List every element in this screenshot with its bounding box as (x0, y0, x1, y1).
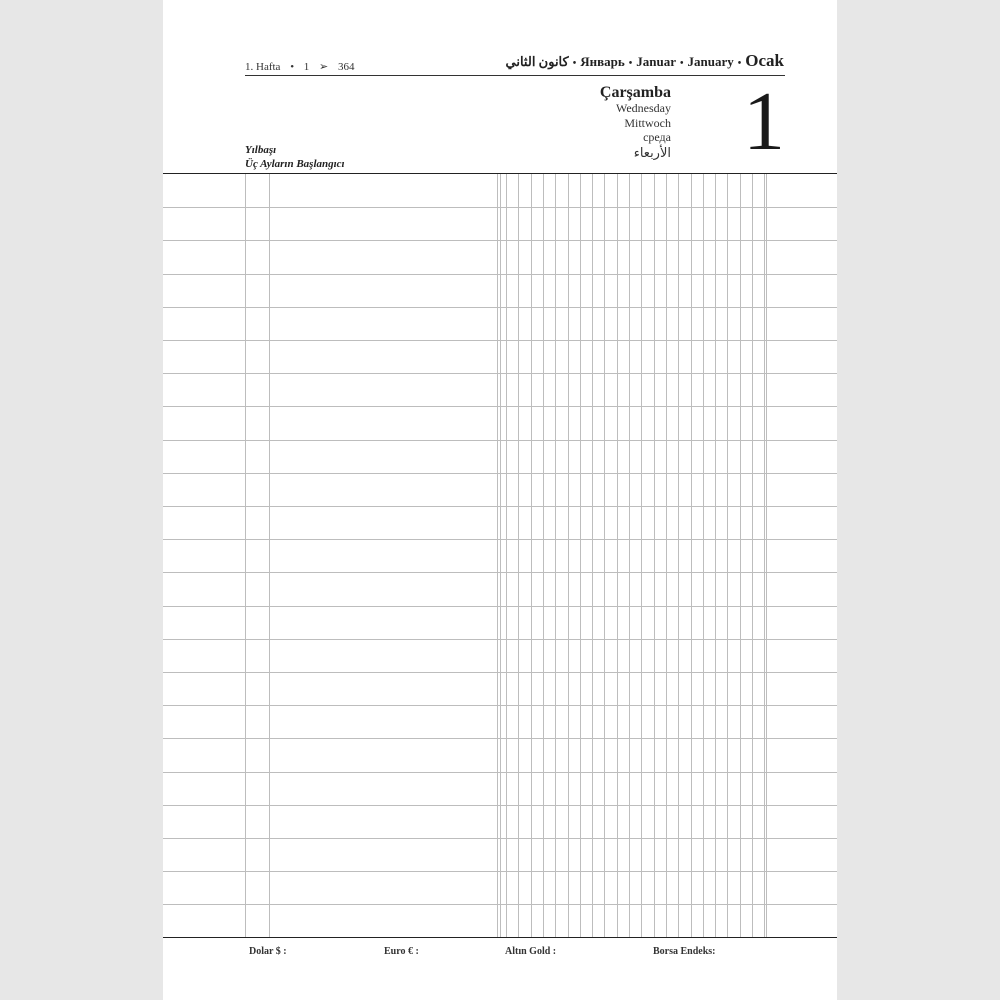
column-line (740, 174, 741, 937)
week-info (245, 60, 362, 73)
month-english: January (687, 54, 734, 69)
day-name-english: Wednesday (615, 101, 671, 115)
holiday-item: Yılbaşı (245, 144, 277, 156)
planner-page (163, 0, 837, 1000)
arrow-icon: ➢ (319, 61, 329, 73)
day-number: 1 (743, 75, 785, 168)
column-line (727, 174, 728, 937)
month-russian: Январь (580, 54, 625, 69)
column-line (678, 174, 679, 937)
column-line (691, 174, 692, 937)
column-line (703, 174, 704, 937)
column-line (500, 174, 501, 937)
column-line (497, 174, 498, 937)
footer-dollar: Dolar $ : (249, 946, 287, 957)
footer-euro: Euro € : (384, 946, 419, 957)
week-label: 1. Hafta (245, 61, 281, 73)
column-line (555, 174, 556, 937)
column-line (269, 174, 270, 937)
column-line (766, 174, 767, 937)
column-line (543, 174, 544, 937)
month-separator: • (572, 58, 577, 69)
holiday-item: Üç Ayların Başlangıcı (245, 158, 345, 170)
column-line (568, 174, 569, 937)
column-line (604, 174, 605, 937)
column-line (641, 174, 642, 937)
column-line (580, 174, 581, 937)
column-line (629, 174, 630, 937)
header-rule (245, 75, 785, 76)
footer-gold: Altın Gold : (505, 946, 557, 957)
column-line (764, 174, 765, 937)
day-name-german: Mittwoch (624, 115, 671, 130)
footer-stock-index: Borsa Endeks: (653, 946, 716, 957)
month-names (506, 51, 784, 71)
column-line (617, 174, 618, 937)
day-name-russian: среда (643, 130, 671, 144)
holiday-list (245, 143, 345, 171)
day-names (600, 84, 671, 163)
month-separator: • (737, 58, 742, 69)
month-german: Januar (636, 54, 676, 69)
column-line (245, 174, 246, 937)
column-line (531, 174, 532, 937)
column-line (506, 174, 507, 937)
days-remaining: 364 (338, 61, 355, 73)
column-line (752, 174, 753, 937)
month-turkish: Ocak (745, 51, 784, 70)
column-line (715, 174, 716, 937)
bullet-separator: • (290, 61, 295, 73)
day-name-arabic: الأربعاء (633, 145, 671, 161)
day-of-year: 1 (303, 61, 310, 73)
day-name-turkish: Çarşamba (599, 84, 671, 101)
grid-bottom-rule (163, 937, 837, 938)
column-line (592, 174, 593, 937)
column-line (666, 174, 667, 937)
month-separator: • (680, 58, 684, 69)
column-line (654, 174, 655, 937)
month-arabic: كانون الثاني (505, 54, 569, 69)
column-line (518, 174, 519, 937)
month-separator: • (628, 58, 633, 69)
